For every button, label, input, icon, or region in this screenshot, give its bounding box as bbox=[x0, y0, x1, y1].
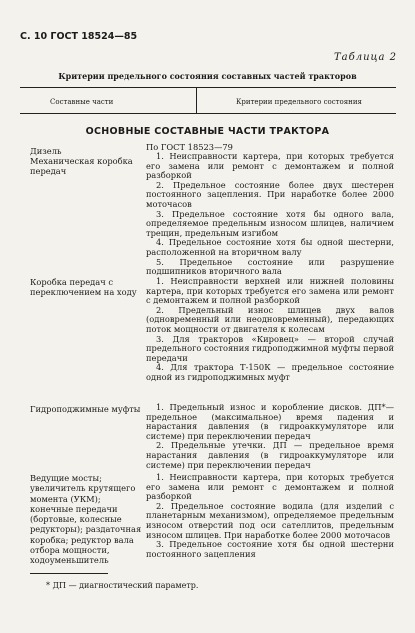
table-title: Критерии предельного состояния составных частей тракторов bbox=[58, 71, 357, 81]
column-header-parts: Составные части bbox=[50, 98, 114, 106]
column-header-criteria: Критерии предельного состояния bbox=[236, 98, 362, 106]
criterion-item: 1. Неисправности картера, при которых требуется его замена или ремонт с демонтажем и полной разборкой bbox=[146, 151, 394, 181]
criterion-item: 2. Предельное состояние водила (для изделий с планетарным механизмом), определяемое предельным износом отверстий под оси сателлитов, предельным износом шлицев. При наработке более 2000 моточасов bbox=[146, 500, 394, 540]
part-gearbox-on-the-go: Коробка передач с переключением на ходу bbox=[30, 277, 137, 298]
criterion-item: 3. Предельное состояние хотя бы одной шестерни постоянного зацепления bbox=[146, 539, 394, 559]
page-header: С. 10 ГОСТ 18524—85 bbox=[20, 31, 138, 42]
criterion-item: 2. Предельные утечки. ДП — предельное время нарастания давления (в гидроаккумуляторе или системе) при переключении передач bbox=[146, 440, 394, 470]
part-drive-axles: Ведущие мосты; увеличитель крутящего момента (УКМ); конечные передачи (бортовые, колесные редукторы); раздаточная коробка; редуктор вала отбора мощности, ходоуменьшитель bbox=[30, 473, 142, 566]
criterion-item: 1. Предельный износ и коробление дисков. ДП*— предельное (максимальное) время падения и нарастания давления (в гидроаккумуляторе или системе) при переключении передач bbox=[146, 402, 394, 441]
criterion-item: 3. Для тракторов «Кировец» — второй случай предельного состояния гидроподжимной муфты первой передачи bbox=[146, 333, 394, 363]
criterion-item: 4. Предельное состояние хотя бы одной шестерни, расположенной на вторичном валу bbox=[146, 237, 394, 257]
criteria-diesel: По ГОСТ 18523—79 bbox=[146, 142, 233, 152]
criteria-mechanical-gearbox bbox=[146, 152, 394, 277]
criterion-item: 1. Неисправности картера, при которых требуется его замена или ремонт с демонтажем и полной разборкой bbox=[146, 472, 394, 502]
criteria-drive-axles bbox=[146, 473, 394, 559]
criterion-item: 1. Неисправности верхней или нижней половины картера, при которых требуется его замена или ремонт с демонтажем и полной разборкой bbox=[146, 276, 394, 306]
criterion-item: 3. Предельное состояние хотя бы одного вала, определяемое предельным износом шлицев, наличием трещин, предельным изгибом bbox=[146, 208, 394, 238]
table-top-rule bbox=[20, 87, 396, 88]
table-label: Таблица 2 bbox=[333, 52, 397, 63]
part-hydraulic-clutches: Гидроподжимные муфты bbox=[30, 404, 141, 414]
footnote: * ДП — диагностический параметр. bbox=[46, 581, 199, 590]
criteria-hydraulic-clutches bbox=[146, 403, 394, 470]
section-title: ОСНОВНЫЕ СОСТАВНЫЕ ЧАСТИ ТРАКТОРА bbox=[85, 126, 330, 137]
criterion-item: 5. Предельное состояние или разрушение подшипников вторичного вала bbox=[146, 256, 394, 277]
column-divider bbox=[196, 88, 197, 114]
criterion-item: 2. Предельный износ шлицев двух валов (одновременный или неодновременный), передающих поток мощности от двигателя к колесам bbox=[146, 304, 394, 334]
criteria-gearbox-on-the-go bbox=[146, 277, 394, 383]
criterion-item: 2. Предельное состояние более двух шестерен постоянного зацепления. При наработке более 2000 моточасов bbox=[146, 179, 394, 209]
criterion-item: 4. Для трактора Т-150К — предельное состояние одной из гидроподжимных муфт bbox=[146, 362, 394, 382]
part-diesel: Дизель bbox=[30, 146, 62, 156]
footnote-rule bbox=[30, 573, 108, 574]
part-mechanical-gearbox: Механическая коробка передач bbox=[30, 156, 133, 177]
table-header-rule bbox=[20, 113, 396, 114]
